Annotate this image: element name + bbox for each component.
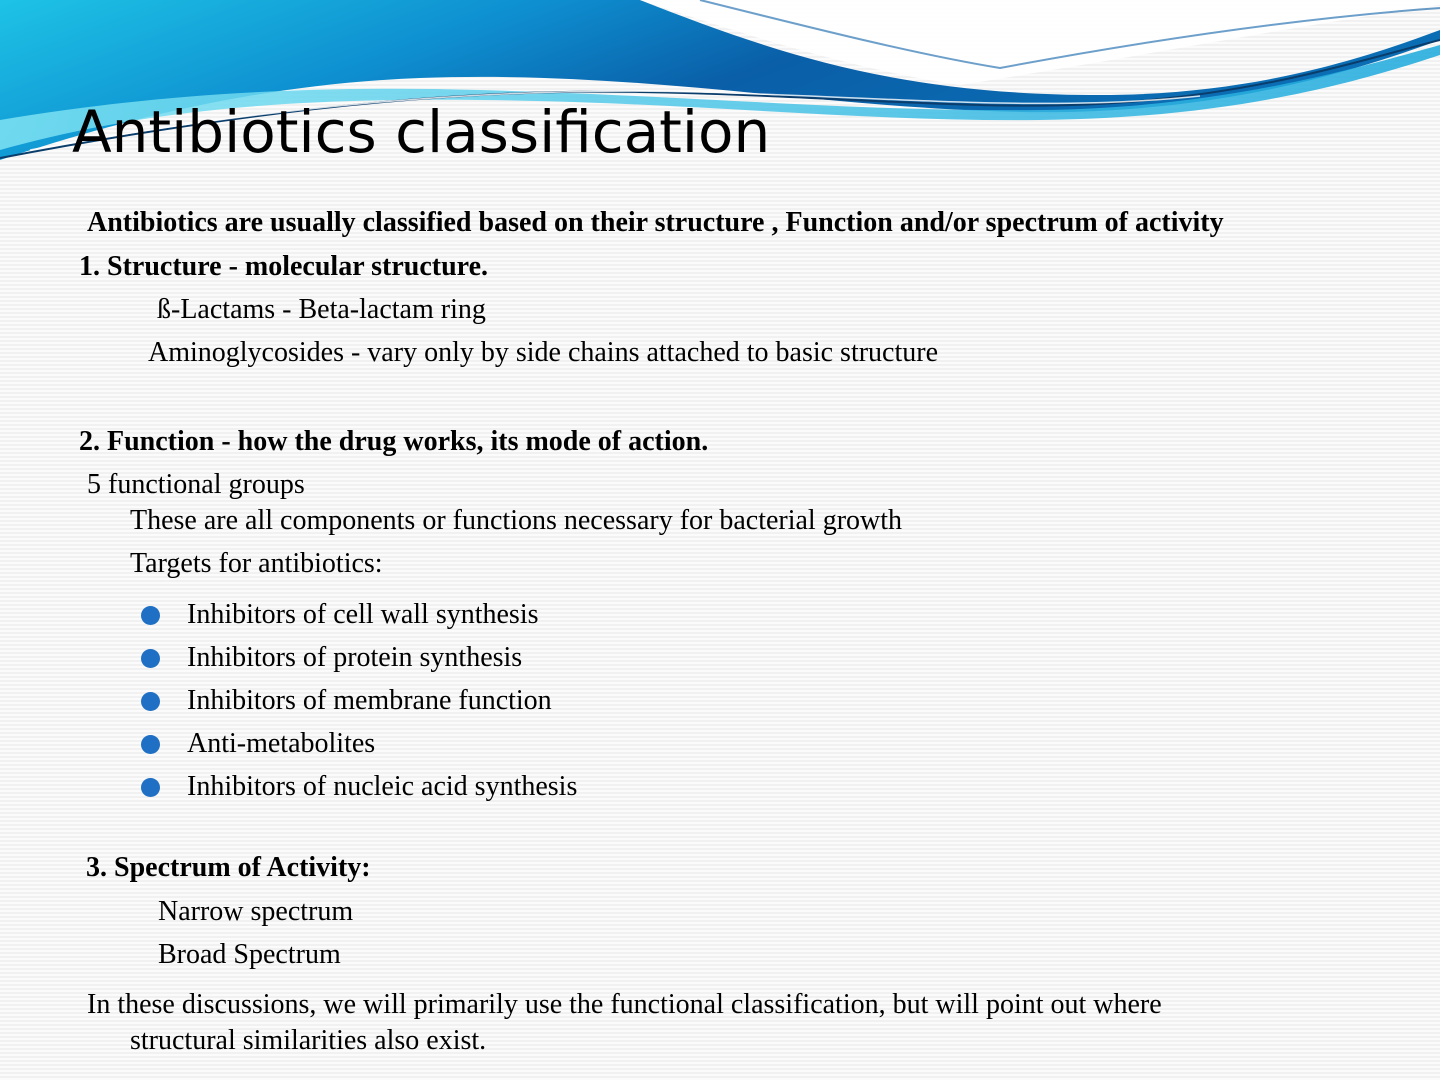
intro-text: Antibiotics are usually classified based on their structure , Function and/or spectrum of activity: [87, 207, 1224, 238]
bullet-icon: [141, 735, 160, 754]
spectrum-item-narrow: Narrow spectrum: [158, 896, 354, 927]
targets-line: Targets for antibiotics:: [130, 548, 383, 579]
bullet-item-cell-wall: Inhibitors of cell wall synthesis: [187, 599, 539, 630]
section-spectrum-heading: 3. Spectrum of Activity:: [86, 852, 371, 883]
section-structure-heading: 1. Structure - molecular structure.: [79, 251, 489, 282]
structure-item-beta-lactams: ß-Lactams - Beta-lactam ring: [157, 294, 486, 325]
slide-title: Antibiotics classification: [72, 98, 771, 166]
bullet-icon: [141, 606, 160, 625]
closing-text-line-2: structural similarities also exist.: [130, 1025, 487, 1056]
bullet-item-nucleic-acid: Inhibitors of nucleic acid synthesis: [187, 771, 578, 802]
structure-item-aminoglycosides: Aminoglycosides - vary only by side chains attached to basic structure: [148, 337, 939, 368]
bullet-icon: [141, 692, 160, 711]
bullet-item-anti-metabolites: Anti-metabolites: [187, 728, 376, 759]
bullet-item-membrane: Inhibitors of membrane function: [187, 685, 552, 716]
closing-text-line-1: In these discussions, we will primarily use the functional classification, but will point out where: [87, 989, 1162, 1020]
components-line: These are all components or functions necessary for bacterial growth: [130, 505, 903, 536]
spectrum-item-broad: Broad Spectrum: [158, 939, 341, 970]
bullet-icon: [141, 649, 160, 668]
bullet-item-protein: Inhibitors of protein synthesis: [187, 642, 523, 673]
bullet-icon: [141, 778, 160, 797]
section-function-heading: 2. Function - how the drug works, its mode of action.: [79, 426, 709, 457]
functional-groups-line: 5 functional groups: [87, 469, 305, 500]
